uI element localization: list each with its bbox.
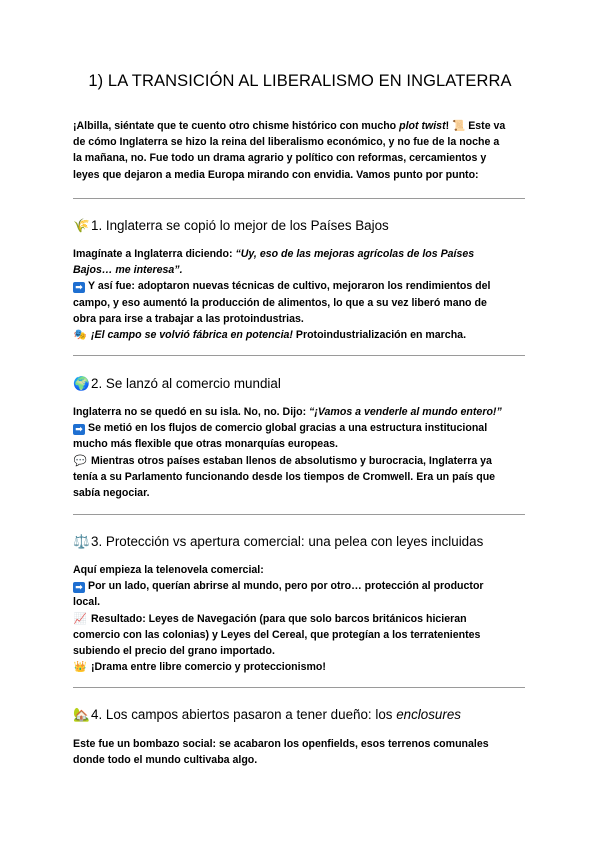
body-line: mucho más flexible que otras monarquías europeas. [73, 438, 338, 451]
body-text: Inglaterra no se quedó en su isla. No, no. Dijo: [73, 406, 310, 418]
chart-icon: 📈 [73, 612, 88, 625]
body-text: ¡Drama entre libre comercio y proteccionismo! [91, 661, 326, 674]
section-4-heading [73, 707, 461, 723]
intro-line: la mañana, no. Fue todo un drama agrario y político con reformas, cercamientos y [73, 152, 487, 165]
section-3-title: 3. Protección vs apertura comercial: una pelea con leyes incluidas [91, 534, 484, 549]
body-text: Se metió en los flujos de comercio global gracias a una estructura institucional [88, 422, 488, 435]
body-line: tenía a su Parlamento funcionando desde los tiempos de Cromwell. Era un país que [73, 470, 496, 483]
body-line: donde todo el mundo cultivaba algo. [73, 754, 258, 767]
body-text: Protoindustrialización en marcha. [292, 329, 467, 342]
body-line: subiendo el precio del grano importado. [73, 645, 275, 658]
section-divider [73, 687, 525, 688]
document-title: 1) LA TRANSICIÓN AL LIBERALISMO EN INGLATERRA [88, 72, 512, 90]
body-emphasis: “¡Vamos a venderle al mundo entero!” [309, 406, 502, 418]
body-text: Imagínate a Inglaterra diciendo: [73, 248, 236, 260]
section-2-title: 2. Se lanzó al comercio mundial [91, 376, 281, 391]
body-line: obra para irse a trabajar a las protoindustrias. [73, 312, 304, 325]
section-2-body [73, 404, 535, 501]
section-4-title: 4. Los campos abiertos pasaron a tener dueño: los [91, 707, 397, 722]
body-line: sabía negociar. [73, 487, 150, 500]
section-divider [73, 355, 525, 356]
intro-paragraph [73, 118, 535, 183]
house-icon: 🏡 [73, 707, 90, 722]
body-line: local. [73, 596, 101, 609]
body-line: Este fue un bombazo social: se acabaron los openfields, esos terrenos comunales [73, 738, 489, 750]
crown-icon: 👑 [73, 661, 88, 674]
section-3-heading [73, 534, 483, 550]
body-text: Por un lado, querían abrirse al mundo, pero por otro… protección al productor [88, 580, 484, 593]
right-arrow-icon: ➡ [73, 282, 85, 293]
body-text: Y así fue: adoptaron nuevas técnicas de cultivo, mejoraron los rendimientos del [88, 280, 491, 293]
intro-text: ¡Albilla, siéntate que te cuento otro chisme histórico con mucho [73, 120, 400, 132]
body-line: comercio con las colonias) y Leyes del Cereal, que protegían a los terratenientes [73, 628, 481, 641]
section-1-body [73, 246, 535, 343]
section-4-body [73, 736, 535, 768]
speech-bubble-icon: 💬 [73, 454, 88, 467]
body-line: Aquí empieza la telenovela comercial: [73, 564, 264, 576]
intro-text: ! 📜 Este va [445, 120, 506, 132]
section-1-title: 1. Inglaterra se copió lo mejor de los Países Bajos [91, 218, 389, 233]
body-line: campo, y eso aumentó la producción de alimentos, lo que a su vez liberó mano de [73, 296, 487, 309]
body-emphasis: Bajos… me interesa”. [73, 264, 183, 277]
intro-line: leyes que dejaron a media Europa mirando con envidia. Vamos punto por punto: [73, 168, 479, 181]
body-text: Resultado: Leyes de Navegación (para que solo barcos británicos hicieran [91, 612, 467, 625]
right-arrow-icon: ➡ [73, 424, 85, 435]
intro-emphasis: plot twist [399, 120, 446, 132]
section-3-body [73, 562, 535, 675]
section-divider [73, 198, 525, 199]
right-arrow-icon: ➡ [73, 582, 85, 593]
scales-icon: ⚖️ [73, 534, 90, 549]
section-2-heading [73, 376, 281, 392]
body-emphasis: “Uy, eso de las mejoras agrícolas de los Países [235, 248, 475, 260]
section-1-heading [73, 218, 389, 234]
theater-masks-icon: 🎭 [73, 329, 88, 342]
section-divider [73, 514, 525, 515]
globe-icon: 🌍 [73, 376, 90, 391]
body-emphasis: ¡El campo se volvió fábrica en potencia! [91, 329, 293, 342]
section-4-title-emphasis: enclosures [396, 707, 461, 722]
wheat-icon: 🌾 [73, 218, 90, 233]
body-text: Mientras otros países estaban llenos de absolutismo y burocracia, Inglaterra ya [91, 454, 492, 467]
intro-line: de cómo Inglaterra se hizo la reina del liberalismo económico, y no fue de la noche a [73, 136, 500, 149]
